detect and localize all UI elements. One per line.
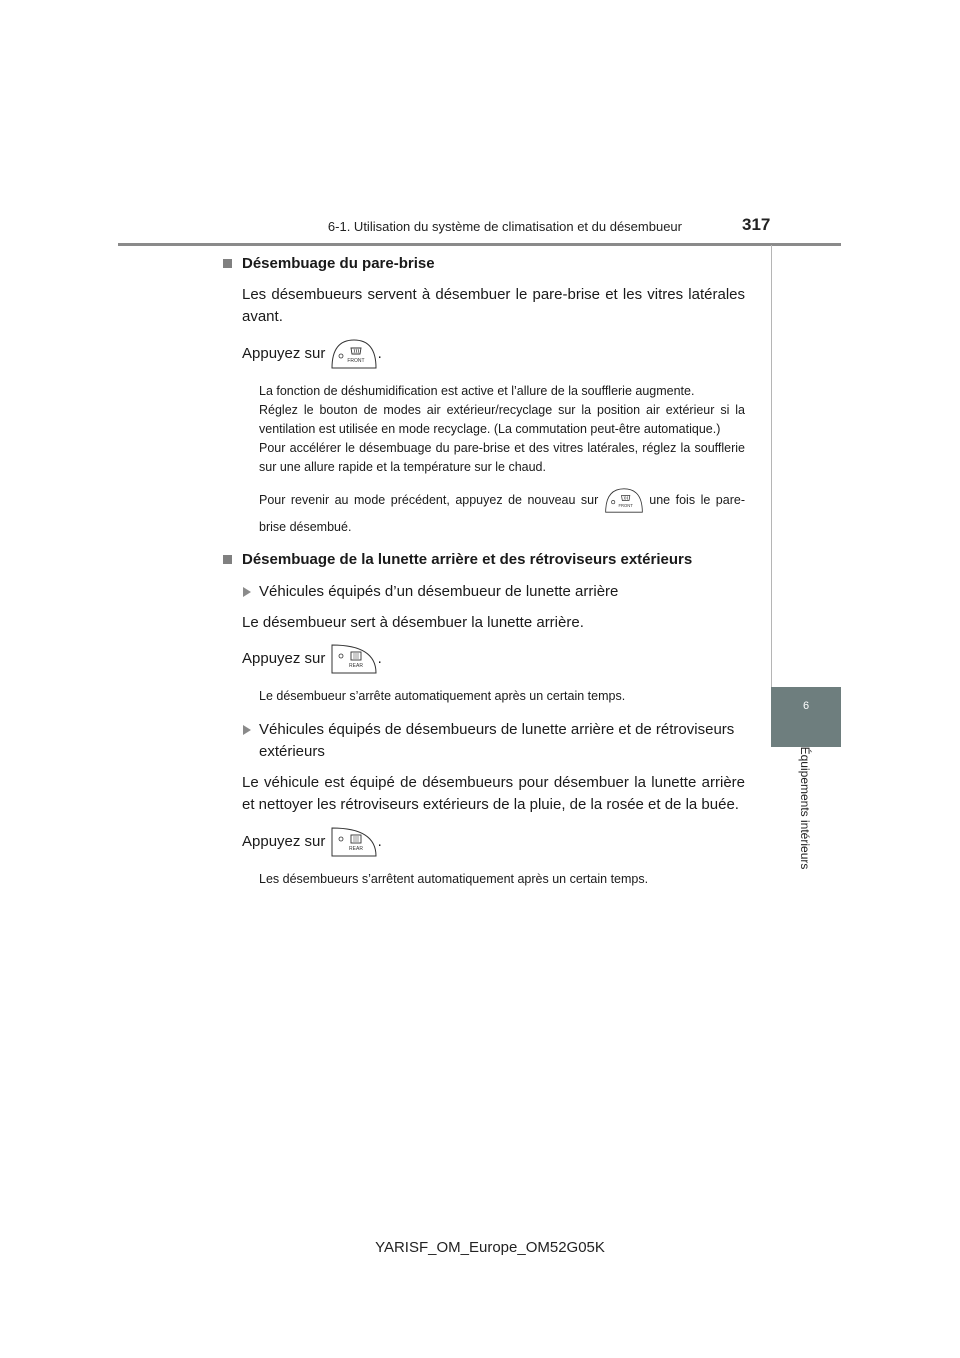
front-button-label: FRONT — [346, 358, 365, 364]
footer-doc-id: YARISF_OM_Europe_OM52G05K — [375, 1239, 605, 1256]
triangle-bullet-icon — [243, 725, 251, 735]
variant-2-press: Appuyez sur REAR . — [222, 827, 745, 857]
variant-2-text: Le véhicule est équipé de désembueurs pour désembuer la lunette arrière et nettoyer les rétroviseurs extérieurs de la pluie, de la rosée et de la buée. — [242, 774, 745, 813]
rear-heading-text: Désembuage de la lunette arrière et des rétroviseurs extérieurs — [242, 551, 693, 568]
rear-defroster-button-icon — [330, 827, 378, 857]
front-button-label: FRONT — [618, 503, 633, 509]
rear-defroster-button-icon — [330, 644, 378, 674]
windshield-note-2: Réglez le bouton de modes air extérieur/recyclage sur la position air extérieur si la ventilation est utilisée en mode recyclage. (La commutation peut-être automatique.) — [259, 403, 745, 436]
rear-button-label: REAR — [348, 663, 363, 669]
front-defroster-button-icon — [604, 488, 644, 513]
variant-1-note: Le désembueur s’arrête automatiquement après un certain temps. — [259, 689, 626, 703]
header-rule — [118, 243, 841, 246]
press-label: Appuyez sur — [242, 649, 326, 667]
variant-1-title — [222, 581, 745, 603]
variant-1-press: Appuyez sur REAR . — [222, 644, 745, 674]
variant-2-note: Les désembueurs s’arrêtent automatiquement après un certain temps. — [259, 872, 649, 886]
windshield-note-1: La fonction de déshumidification est active et l’allure de la soufflerie augmente. — [259, 384, 695, 398]
windshield-intro: Les désembueurs servent à désembuer le pare-brise et les vitres latérales avant. — [242, 286, 745, 325]
variant-1-title-text: Véhicules équipés d’un désembueur de lunette arrière — [259, 583, 619, 600]
variant-2-title — [222, 719, 745, 763]
variant-1-text: Le désembueur sert à désembuer la lunette arrière. — [242, 614, 584, 631]
side-rule — [771, 245, 841, 687]
front-defroster-button-icon — [330, 339, 378, 369]
chapter-label-text: Équipements intérieurs — [798, 746, 812, 870]
triangle-bullet-icon — [243, 587, 251, 597]
rear-button-label: REAR — [348, 846, 363, 852]
press-label: Appuyez sur — [242, 832, 326, 850]
variant-2-title-text: Véhicules équipés de désembueurs de lunette arrière et de rétroviseurs extérieurs — [259, 721, 735, 760]
note-4-part-2: une fois le pare-brise désembué. — [259, 493, 745, 534]
windshield-press: Appuyez sur FRONT . — [222, 339, 745, 369]
windshield-note-3: Pour accélérer le désembuage du pare-brise et des vitres latérales, réglez la soufflerie sur une allure rapide et la température sur le chaud. — [259, 441, 745, 474]
rear-heading — [222, 549, 745, 571]
square-bullet-icon — [223, 259, 232, 268]
page-number: 317 — [742, 215, 771, 234]
windshield-heading-text: Désembuage du pare-brise — [242, 255, 435, 272]
windshield-heading — [222, 253, 745, 275]
square-bullet-icon — [223, 555, 232, 564]
section-title: 6-1. Utilisation du système de climatisation et du désembueur — [327, 219, 682, 234]
press-label: Appuyez sur — [242, 344, 326, 362]
windshield-note-4 — [222, 487, 745, 541]
page-content — [222, 253, 745, 889]
chapter-tab: 6 — [771, 687, 841, 747]
note-4-part-1: Pour revenir au mode précédent, appuyez de nouveau sur — [259, 493, 599, 507]
